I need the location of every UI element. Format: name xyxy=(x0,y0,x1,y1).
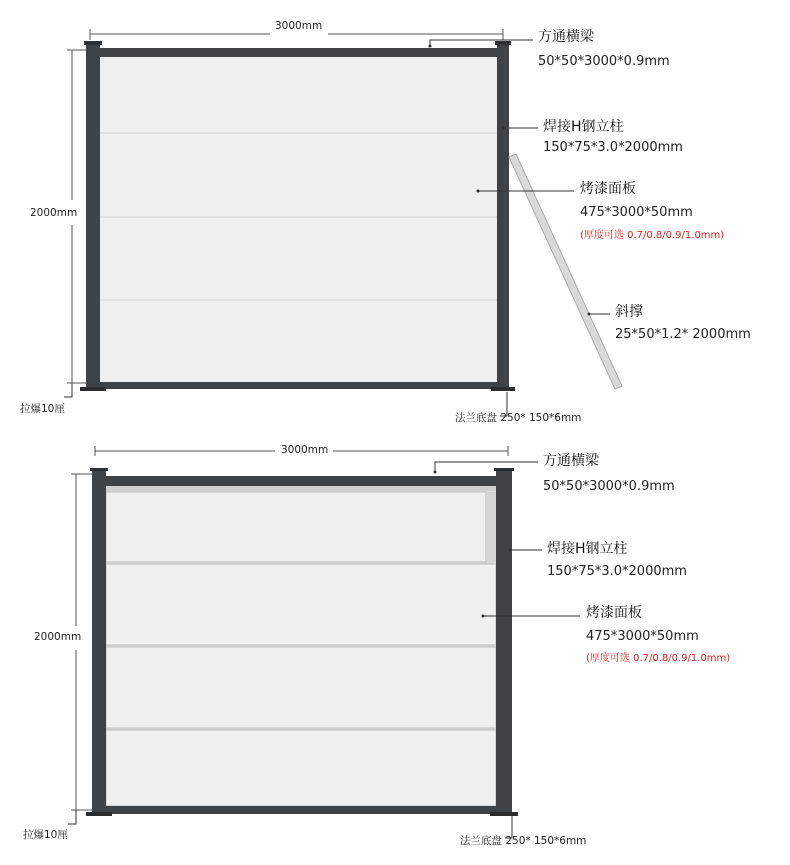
left-base-plate xyxy=(80,387,106,391)
top-beam xyxy=(96,476,508,486)
beam-title: 方通横梁 xyxy=(538,29,594,45)
base-label: 法兰底盘 250* 150*6mm xyxy=(455,412,582,424)
anchor-label: 拉爆10厘 xyxy=(23,829,68,841)
panel-area xyxy=(100,57,497,383)
post-spec: 150*75*3.0*2000mm xyxy=(543,140,683,155)
panel-title: 烤漆面板 xyxy=(586,605,642,621)
bottom-beam xyxy=(92,382,506,389)
brace-spec: 25*50*1.2* 2000mm xyxy=(615,327,751,342)
left-post xyxy=(92,469,106,814)
left-post-cap xyxy=(90,468,108,471)
bottom-beam xyxy=(96,806,508,814)
panel-option: (厚度可选 0.7/0.8/0.9/1.0mm) xyxy=(580,230,725,241)
right-post xyxy=(496,469,512,814)
left-base-plate xyxy=(86,812,112,816)
panel-title: 烤漆面板 xyxy=(580,181,636,197)
right-post-cap xyxy=(495,41,511,45)
width-label: 3000mm xyxy=(275,20,323,32)
right-base-plate xyxy=(490,812,518,816)
beam-spec: 50*50*3000*0.9mm xyxy=(538,54,670,69)
post-title: 焊接H钢立柱 xyxy=(547,541,628,557)
brace-title: 斜撑 xyxy=(615,304,643,320)
top-beam-lip xyxy=(106,486,496,491)
fence-drawing-bottom xyxy=(0,432,790,865)
panel-spec: 475*3000*50mm xyxy=(580,205,693,220)
post-spec: 150*75*3.0*2000mm xyxy=(547,564,687,579)
top-beam xyxy=(92,48,506,57)
fence-diagram-front xyxy=(0,432,790,865)
anchor-label: 拉爆10厘 xyxy=(20,403,65,415)
post-title: 焊接H钢立柱 xyxy=(543,119,624,135)
panel-slats xyxy=(106,492,496,806)
fence-diagram-with-brace xyxy=(0,0,790,432)
base-label: 法兰底盘 250* 150*6mm xyxy=(460,835,587,847)
left-post-cap xyxy=(84,41,102,45)
height-label: 2000mm xyxy=(34,631,82,643)
panel-option: (厚度可选 0.7/0.8/0.9/1.0mm) xyxy=(586,653,731,664)
width-label: 3000mm xyxy=(281,444,329,456)
right-post xyxy=(497,43,509,389)
panel-spec: 475*3000*50mm xyxy=(586,629,699,644)
beam-title: 方通横梁 xyxy=(543,453,599,469)
height-label: 2000mm xyxy=(30,207,78,219)
right-post-cap xyxy=(494,468,514,471)
right-base-plate xyxy=(491,387,515,391)
left-post xyxy=(86,43,100,389)
beam-spec: 50*50*3000*0.9mm xyxy=(543,479,675,494)
